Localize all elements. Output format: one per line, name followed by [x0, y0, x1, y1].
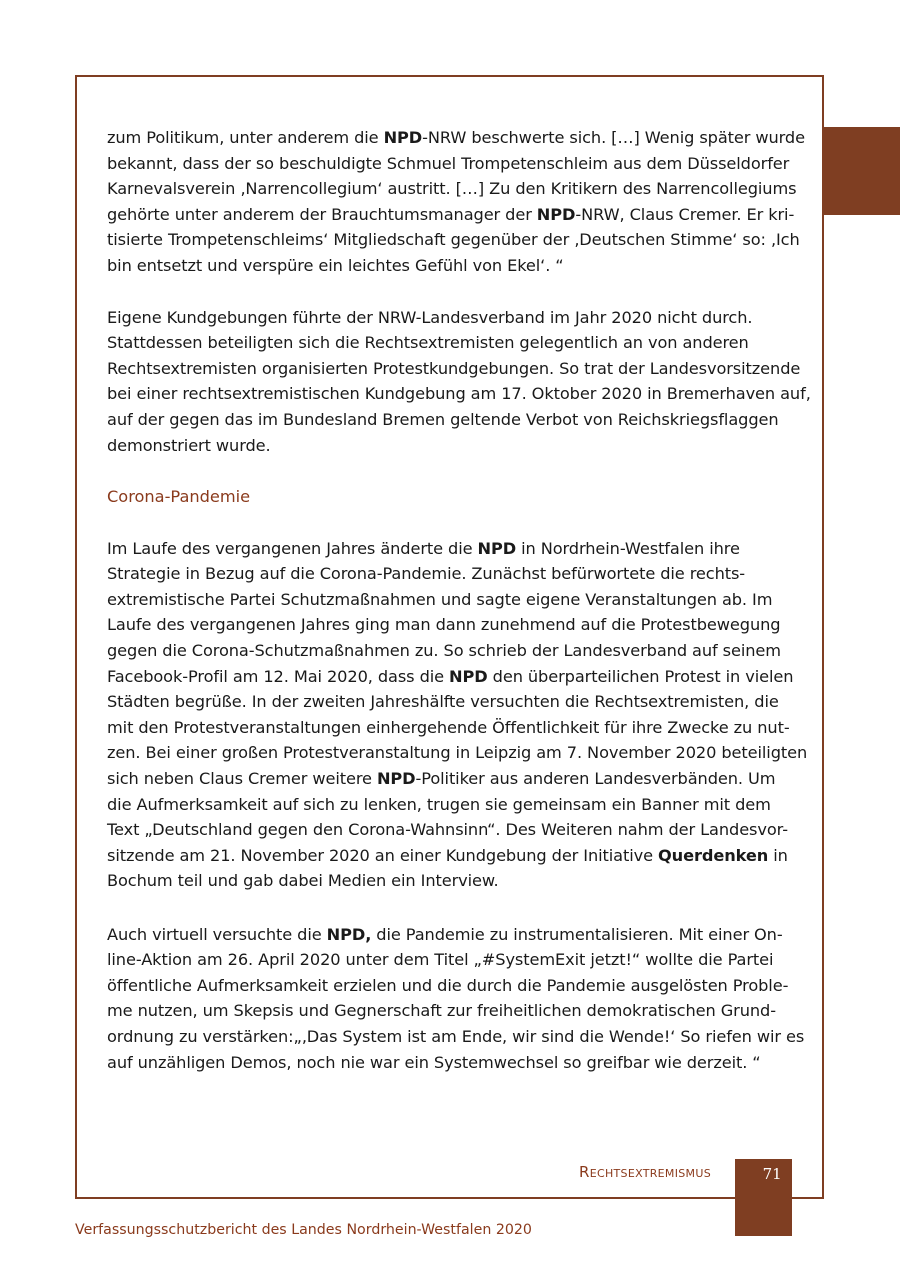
text-segment: gegen die Corona-Schutzmaßnahmen zu. So schrieb der Landesverband auf seinem — [107, 640, 781, 660]
text-segment: zen. Bei einer großen Protestveranstaltung in Leipzig am 7. November 2020 beteiligten — [107, 743, 808, 763]
text-line — [107, 795, 771, 815]
text-segment: bekannt, dass der so beschuldigte Schmuel Trompetenschleim aus dem Düsseldorfer — [107, 153, 790, 173]
text-line — [107, 743, 807, 763]
text-segment: die Pandemie zu instrumentalisieren. Mit einer On- — [371, 924, 783, 944]
text-segment: Rechtsextremisten organisierten Protestkundgebungen. So trat der Landesvorsitzende — [107, 358, 801, 378]
text-segment: Strategie in Bezug auf die Corona-Pandemie. Zunächst befürwortete die rechts- — [107, 564, 746, 584]
text-segment: Laufe des vergangenen Jahres ging man dann zunehmend auf die Protestbewegung — [107, 615, 781, 635]
page-number: 71 — [762, 1165, 782, 1183]
text-line — [107, 769, 775, 789]
bold-term: NPD — [477, 538, 517, 558]
bold-term: Querdenken — [658, 845, 769, 865]
text-segment: auf der gegen das im Bundesland Bremen geltende Verbot von Reichskriegsflaggen — [107, 409, 779, 429]
bold-term: NPD — [449, 666, 488, 686]
text-line — [107, 410, 779, 430]
text-segment: auf unzähligen Demos, noch nie war ein Systemwechsel so greifbar wie derzeit. “ — [107, 1052, 761, 1072]
bold-term: NPD, — [326, 924, 372, 944]
text-line — [107, 308, 752, 328]
text-line — [107, 1001, 776, 1021]
text-segment: Text „Deutschland gegen den Corona-Wahnsinn“. Des Weiteren nahm der Landesvor- — [107, 820, 788, 840]
section-heading: Corona-Pandemie — [107, 487, 251, 506]
text-line — [107, 590, 772, 610]
bold-term: NPD — [376, 768, 416, 788]
text-segment: die Aufmerksamkeit auf sich zu lenken, trugen sie gemeinsam ein Banner mit dem — [107, 794, 771, 814]
text-line — [107, 359, 800, 379]
text-segment: mit den Protestveranstaltungen einhergehende Öffentlichkeit für ihre Zwecke zu nut- — [107, 717, 790, 737]
text-line — [107, 641, 781, 661]
text-segment: sich neben Claus Cremer weitere — [107, 768, 377, 788]
chapter-tab-marker — [824, 127, 900, 215]
text-line — [107, 539, 740, 559]
text-line — [107, 846, 788, 866]
text-line — [107, 871, 499, 891]
text-line — [107, 615, 780, 635]
text-segment: in Nordrhein-Westfalen ihre — [516, 538, 740, 558]
text-segment: -NRW beschwerte sich. […] Wenig später wurde — [422, 128, 805, 147]
text-segment: Im Laufe des vergangenen Jahres änderte die — [107, 538, 478, 558]
bold-term: NPD — [383, 128, 423, 147]
text-line — [107, 436, 271, 456]
text-segment: zum Politikum, unter anderem die — [107, 128, 384, 147]
text-line — [107, 950, 773, 970]
text-line — [107, 1027, 804, 1047]
text-line — [107, 718, 790, 738]
text-line — [107, 692, 779, 712]
text-segment: -Politiker aus anderen Landesverbänden. Um — [415, 768, 776, 788]
text-segment: ordnung zu verstärken:„‚Das System ist am Ende, wir sind die Wende!‘ So riefen wir es — [107, 1026, 805, 1046]
text-segment: Eigene Kundgebungen führte der NRW-Landesverband im Jahr 2020 nicht durch. — [107, 307, 753, 327]
text-line — [107, 205, 794, 225]
page-number-box — [735, 1159, 792, 1236]
text-line — [107, 154, 789, 174]
text-segment: Karnevalsverein ‚Narrencollegium‘ austritt. […] Zu den Kritikern des Narrencollegiums — [107, 179, 797, 199]
text-segment: Facebook-Profil am 12. Mai 2020, dass die — [107, 666, 450, 686]
text-segment: bin entsetzt und verspüre ein leichtes Gefühl von Ekel‘. “ — [107, 256, 564, 275]
text-segment: me nutzen, um Skepsis und Gegnerschaft zur freiheitlichen demokratischen Grund- — [107, 1001, 776, 1021]
text-segment: gehörte unter anderem der Brauchtumsmanager der — [107, 204, 537, 224]
text-line — [107, 384, 811, 404]
text-line — [107, 820, 788, 840]
text-line — [107, 667, 793, 687]
text-segment: line-Aktion am 26. April 2020 unter dem Titel „#SystemExit jetzt!“ wollte die Partei — [107, 950, 774, 970]
text-segment: Bochum teil und gab dabei Medien ein Interview. — [107, 871, 499, 891]
text-line — [107, 128, 805, 148]
text-line — [107, 179, 796, 199]
bold-term: NPD — [536, 204, 576, 224]
text-line — [107, 256, 564, 276]
text-segment: sitzende am 21. November 2020 an einer Kundgebung der Initiative — [107, 845, 659, 865]
text-segment: -NRW, Claus Cremer. Er kri- — [575, 204, 795, 224]
text-line — [107, 230, 800, 250]
text-line — [107, 333, 749, 353]
text-segment: bei einer rechtsextremistischen Kundgebung am 17. Oktober 2020 in Bremerhaven auf, — [107, 384, 811, 404]
text-segment: Stattdessen beteiligten sich die Rechtsextremisten gelegentlich an von anderen — [107, 333, 749, 353]
text-segment: demonstriert wurde. — [107, 435, 271, 455]
running-section-label: Rechtsextremismus — [579, 1163, 711, 1181]
text-line — [107, 925, 783, 945]
page-footer: Verfassungsschutzbericht des Landes Nordrhein-Westfalen 2020 — [75, 1222, 532, 1238]
text-segment: in — [768, 845, 788, 865]
text-segment: Städten begrüße. In der zweiten Jahreshälfte versuchten die Rechtsextremisten, die — [107, 692, 779, 712]
text-line — [107, 1053, 761, 1073]
text-segment: den überparteilichen Protest in vielen — [487, 666, 794, 686]
text-line — [107, 976, 788, 996]
text-segment: Auch virtuell versuchte die — [107, 924, 327, 944]
text-segment: öffentliche Aufmerksamkeit erzielen und die durch die Pandemie ausgelösten Proble- — [107, 975, 789, 995]
text-segment: extremistische Partei Schutzmaßnahmen und sagte eigene Veranstaltungen ab. Im — [107, 589, 773, 609]
text-segment: tisierte Trompetenschleims‘ Mitgliedschaft gegenüber der ‚Deutschen Stimme‘ so: ‚Ich — [107, 230, 800, 250]
text-line — [107, 564, 745, 584]
